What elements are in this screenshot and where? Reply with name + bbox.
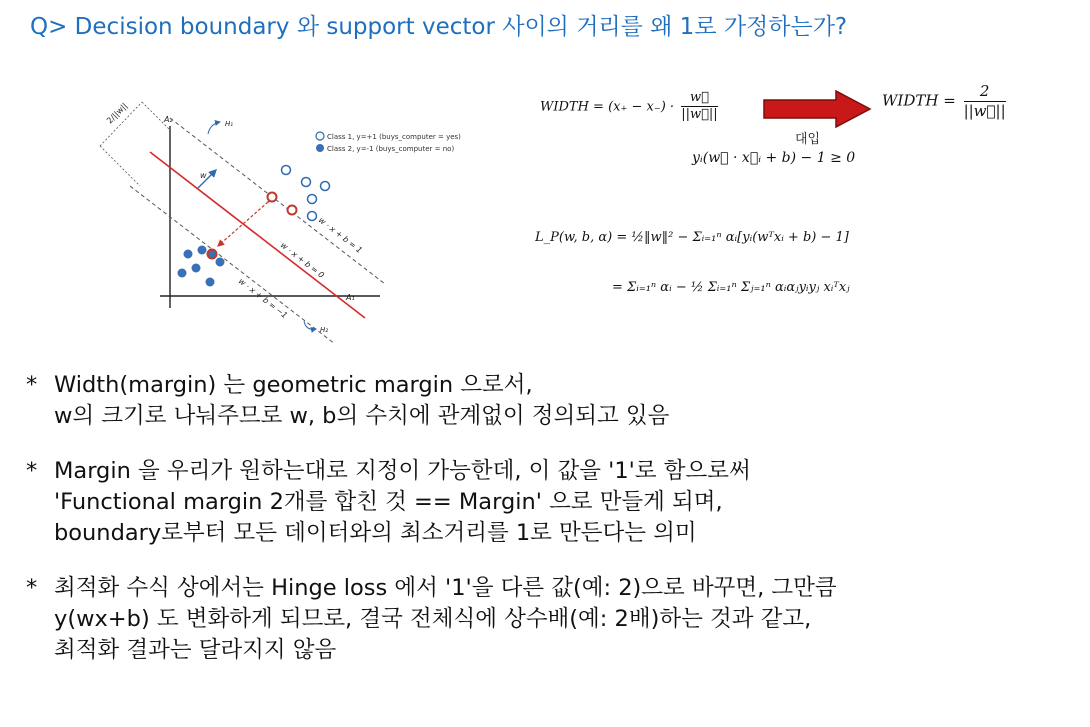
- bullet-item: [26, 370, 1086, 432]
- constraint-equation: yᵢ(w⃗ · x⃗ᵢ + b) − 1 ≥ 0: [692, 150, 856, 166]
- width-result-num: 2: [964, 82, 1006, 102]
- bullet-list: [26, 370, 1086, 690]
- legend-class2: Class 2, y=-1 (buys_computer = no): [327, 145, 455, 153]
- class1-points: [268, 166, 330, 221]
- bullet-text: 'Functional margin 2개를 합친 것 == Margin' 으로 만들게 되며,: [54, 489, 723, 515]
- bullet-marker: *: [26, 458, 38, 484]
- slide-title: Q> Decision boundary 와 support vector 사이의 거리를 왜 1로 가정하는가?: [30, 14, 848, 40]
- width-result-fraction: [964, 82, 1006, 121]
- bullet-text: y(wx+b) 도 변화하게 되므로, 결국 전체식에 상수배(예: 2배)하는 것과 같고,: [54, 606, 812, 632]
- width-result-equation: [882, 82, 1009, 121]
- w-vector-label: w: [200, 171, 207, 180]
- h1-label: H₁: [225, 120, 234, 128]
- width-fraction: [681, 90, 717, 124]
- width-fraction-num: w⃗: [681, 90, 717, 107]
- support-vector-class1: [268, 193, 277, 202]
- line-label-plus: w · x + b = 1: [316, 215, 364, 255]
- line-label-zero: w · x + b = 0: [278, 240, 326, 280]
- bullet-item: [26, 456, 1086, 549]
- bullet-marker: *: [26, 372, 38, 398]
- axis-label-a2: A₂: [164, 115, 173, 124]
- support-vector-class2: [208, 250, 217, 259]
- width-equation: [540, 90, 721, 124]
- width-equation-lhs: WIDTH = (x₊ − x₋) ·: [540, 99, 675, 115]
- substitute-arrow: [762, 90, 872, 128]
- bullet-text: 최적화 결과는 달라지지 않음: [54, 637, 337, 663]
- bullet-text: w의 크기로 나눠주므로 w, b의 수치에 관계없이 정의되고 있음: [54, 403, 670, 429]
- line-label-minus: w · x + b = −1: [236, 276, 290, 321]
- width-label: 2/||w||: [105, 101, 130, 126]
- class2-points: [178, 246, 225, 287]
- hyperplane-h1: [170, 118, 385, 284]
- h2-label: H₂: [320, 326, 329, 334]
- legend: [316, 132, 461, 153]
- bullet-text: Width(margin) 는 geometric margin 으로서,: [54, 372, 533, 398]
- bullet-text: 최적화 수식 상에서는 Hinge loss 에서 '1'을 다른 값(예: 2)으로 바꾸면, 그만큼: [54, 575, 837, 601]
- bullet-item: [26, 573, 1086, 666]
- substitute-label: 대입: [795, 132, 821, 147]
- lagrangian-line1: L_P(w, b, α) = ½‖w‖² − Σᵢ₌₁ⁿ αᵢ[yᵢ(wᵀxᵢ + b) − 1]: [535, 230, 849, 245]
- legend-class1: Class 1, y=+1 (buys_computer = yes): [327, 133, 461, 141]
- lagrangian-line2: = Σᵢ₌₁ⁿ αᵢ − ½ Σᵢ₌₁ⁿ Σⱼ₌₁ⁿ αᵢαⱼyᵢyⱼ xᵢᵀxⱼ: [612, 280, 850, 295]
- bullet-text: boundary로부터 모든 데이터와의 최소거리를 1로 만든다는 의미: [54, 520, 697, 546]
- svm-margin-diagram: [80, 86, 500, 356]
- axis-label-a1: A₁: [346, 293, 355, 302]
- width-result-den: ||w⃗||: [963, 101, 1006, 120]
- bullet-text: Margin 을 우리가 원하는대로 지정이 가능한데, 이 값을 '1'로 함으로써: [54, 458, 751, 484]
- width-result-lhs: WIDTH =: [882, 91, 956, 110]
- bullet-marker: *: [26, 575, 38, 601]
- support-vector-class1: [288, 206, 297, 215]
- width-fraction-den: ||w⃗||: [681, 107, 718, 123]
